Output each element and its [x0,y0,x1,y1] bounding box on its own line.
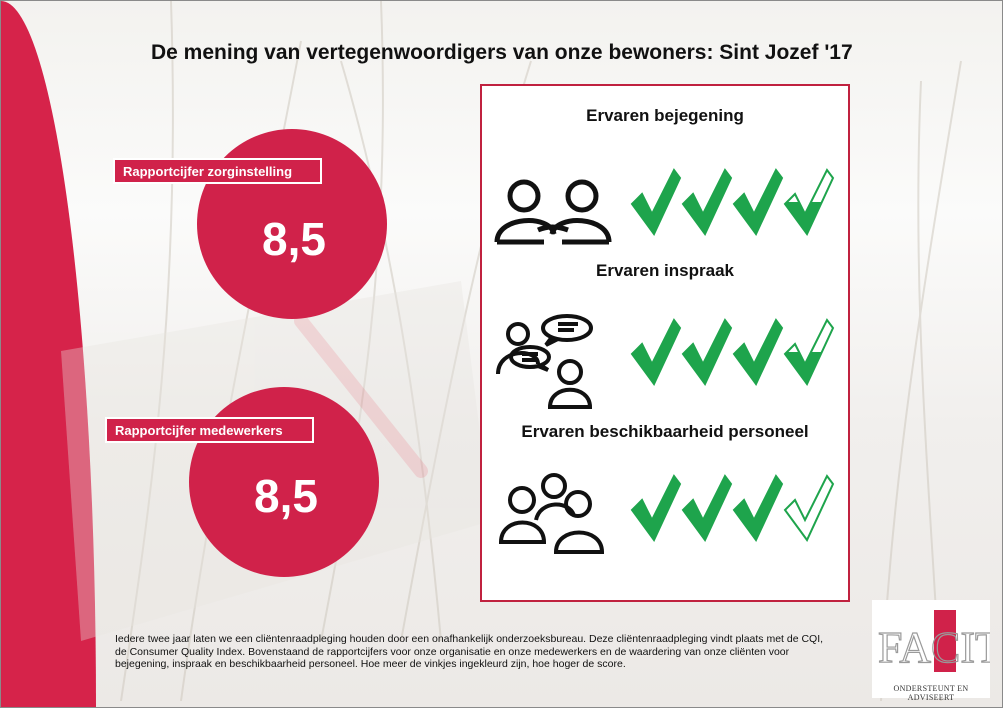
svg-text:FACIT: FACIT [878,623,990,672]
check-mark [632,476,680,540]
check-mark [734,170,782,234]
facit-logo-caption: ONDERSTEUNT EN ADVISEERT [893,684,969,702]
check-mark [734,476,782,540]
two-people-talking-icon [494,312,596,410]
check-row-beschikbaarheid [628,472,838,544]
footer-explanation: Iedere twee jaar laten we een cliëntenraadpleging houden door een onafhankelijk onderzoeksbureau. Deze cliëntenraadpleging vindt plaats met de CQI, de Consumer Quality Index. Bovenstaand de rapportcijfers voor onze organisatie en onze medewerkers en de waardering van onze cliënten voor bejegening, inspraak en beschikbaarheid personeel. Hoe meer de vinkjes ingekleurd zijn, hoe hoger de score. [115,633,824,670]
check-row-inspraak [628,316,838,388]
check-mark [785,170,833,234]
facit-logo-mark [872,600,990,684]
two-people-shaking-hands-icon [492,176,614,246]
check-mark [734,320,782,384]
item-title-beschikbaarheid: Ervaren beschikbaarheid personeel [521,422,809,441]
check-mark [785,476,833,540]
item-title-inspraak: Ervaren inspraak [596,261,734,280]
score-value-medewerkers: 8,5 [254,470,318,522]
score-label-medewerkers: Rapportcijfer medewerkers [105,417,314,443]
group-of-people-icon [498,470,606,556]
facit-logo [872,600,990,702]
check-mark [632,170,680,234]
check-mark [785,320,833,384]
check-mark [683,170,731,234]
check-row-bejegening [628,166,838,238]
item-title-bejegening: Ervaren bejegening [586,106,744,125]
check-mark [683,320,731,384]
score-circle-medewerkers [189,387,379,577]
page-title: De mening van vertegenwoordigers van onze bewoners: Sint Jozef '17 [151,41,853,64]
check-mark [632,320,680,384]
score-label-zorginstelling: Rapportcijfer zorginstelling [113,158,322,184]
check-mark [683,476,731,540]
score-value-zorginstelling: 8,5 [262,213,326,265]
